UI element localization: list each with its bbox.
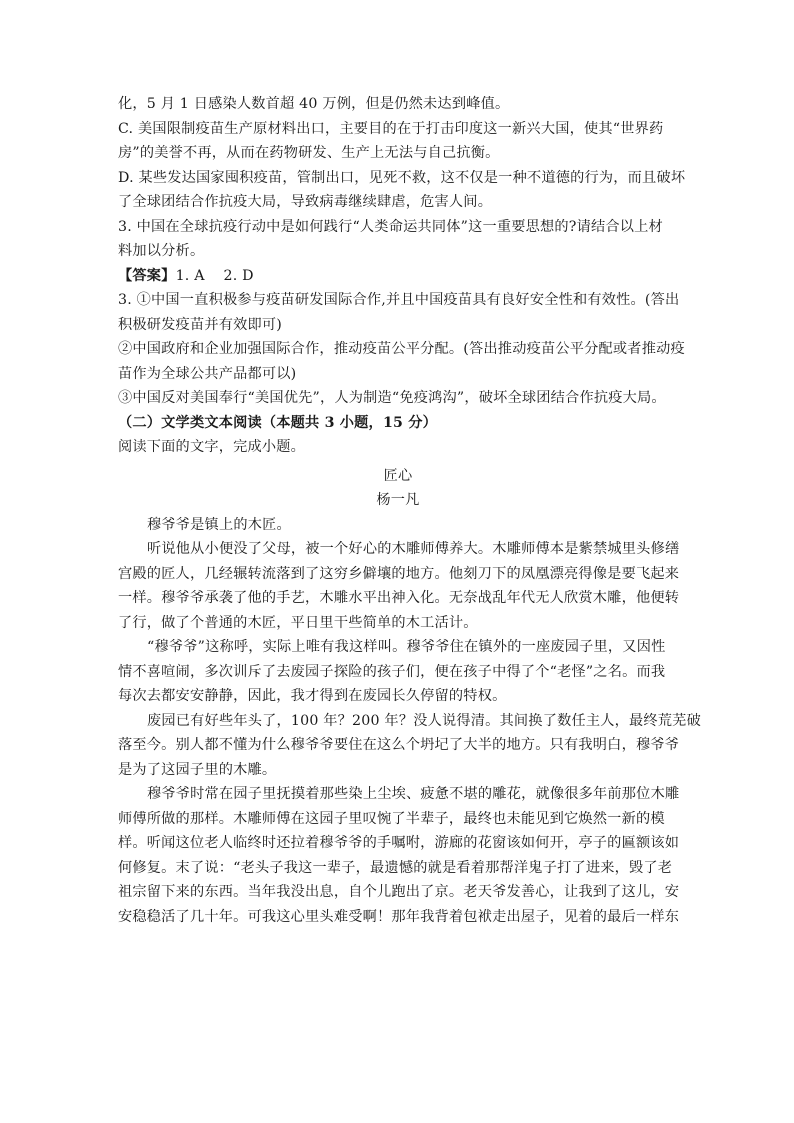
story-paragraph-line: 废园已有好些年头了，100 年？200 年？没人说得清。其间换了数任主人，最终荒芜破 — [147, 712, 701, 729]
text-line: 化，5 月 1 日感染人数首超 40 万例，但是仍然未达到峰值。 — [118, 96, 510, 112]
story-paragraph-line: 落至今。别人都不懂为什么穆爷爷要住在这么个坍圮了大半的地方。只有我明白，穆爷爷 — [118, 737, 680, 753]
story-paragraph-line: 祖宗留下来的东西。当年我没出息，自个儿跑出了京。老天爷发善心，让我到了这儿，安 — [118, 884, 680, 900]
answer-text: 1. A 2. D — [175, 267, 254, 284]
story-paragraph-line: 一样。穆爷爷承袭了他的手艺，木雕水平出神入化。无奈战乱年代无人欣赏木雕，他便转 — [118, 590, 680, 606]
text-line: 房”的美誉不再，从而在药物研发、生产上无法与自己抗衡。 — [118, 145, 500, 161]
story-paragraph-line: 了行，做了个普通的木匠，平日里干些简单的木工活计。 — [118, 614, 478, 631]
story-paragraph-line: 穆爷爷是镇上的木匠。 — [147, 516, 291, 533]
option-d-line: D. 某些发达国家囤积疫苗，管制出口，见死不救，这不仅是一种不道德的行为，而且破坏 — [118, 169, 686, 186]
answer-detail-line: 积极研发疫苗并有效即可) — [118, 316, 282, 333]
story-paragraph-line: 听说他从小便没了父母，被一个好心的木雕师傅养大。木雕师傅本是紫禁城里头修缮 — [147, 541, 680, 557]
story-paragraph-line: 宫殿的匠人，几经辗转流落到了这穷乡僻壤的地方。他刻刀下的凤凰漂亮得像是要飞起来 — [118, 565, 680, 582]
story-paragraph-line: 何修复。末了说：“老头子我这一辈子，最遗憾的就是看着那帮洋鬼子打了进来，毁了老 — [118, 859, 673, 876]
document-page — [118, 92, 701, 929]
story-paragraph-line: “穆爷爷”这称呼，实际上唯有我这样叫。穆爷爷住在镇外的一座废园子里，又因性 — [147, 639, 666, 655]
instruction-text: 阅读下面的文字，完成小题。 — [118, 439, 306, 455]
answer-detail-line: ②中国政府和企业加强国际合作，推动疫苗公平分配。(答出推动疫苗公平分配或者推动疫 — [118, 341, 685, 357]
answer-detail-line: 苗作为全球公共产品都可以) — [118, 365, 297, 382]
story-paragraph-line: 样。听闻这位老人临终时还拉着穆爷爷的手嘱咐，游廊的花窗该如何开，亭子的匾额该如 — [118, 835, 680, 851]
story-paragraph-line: 师傅所做的那样。木雕师傅在这园子里叹惋了半辈子，最终也未能见到它焕然一新的模 — [118, 810, 665, 827]
story-paragraph-line: 情不喜喧闹，多次训斥了去废园子探险的孩子们，便在孩子中得了个“老怪”之名。而我 — [118, 663, 666, 680]
story-paragraph-line: 安稳稳活了几十年。可我这心里头难受啊！那年我背着包袱走出屋子，见着的最后一样东 — [118, 908, 680, 925]
question-3-line: 3. 中国在全球抗疫行动中是如何践行“人类命运共同体”这一重要思想的?请结合以上材 — [118, 218, 663, 235]
story-paragraph-line: 穆爷爷时常在园子里抚摸着那些染上尘埃、疲惫不堪的雕花，就像很多年前那位木雕 — [147, 786, 680, 802]
section-heading: （二）文学类文本阅读（本题共 3 小题，15 分） — [118, 414, 437, 431]
story-paragraph-line: 是为了这园子里的木雕。 — [118, 761, 277, 778]
text-line: 料加以分析。 — [118, 243, 205, 259]
story-author: 杨一凡 — [376, 492, 420, 508]
story-paragraph-line: 每次去都安安静静，因此，我才得到在废园长久停留的特权。 — [118, 688, 507, 704]
answer-detail-line: ③中国反对美国奉行“美国优先”，人为制造“免疫鸿沟”，破坏全球团结合作抗疫大局。 — [118, 390, 666, 406]
answer-detail-line: 3. ①中国一直积极参与疫苗研发国际合作,并且中国疫苗具有良好安全性和有效性。(答出 — [118, 292, 680, 308]
option-c-line: C. 美国限制疫苗生产原材料出口，主要目的在于打击印度这一新兴大国，使其“世界药 — [118, 120, 664, 137]
answer-line — [118, 264, 678, 289]
text-line: 了全球团结合作抗疫大局，导致病毒继续肆虐，危害人间。 — [118, 194, 493, 210]
answer-tag: 【答案】 — [118, 267, 176, 284]
story-title: 匠心 — [383, 467, 413, 484]
